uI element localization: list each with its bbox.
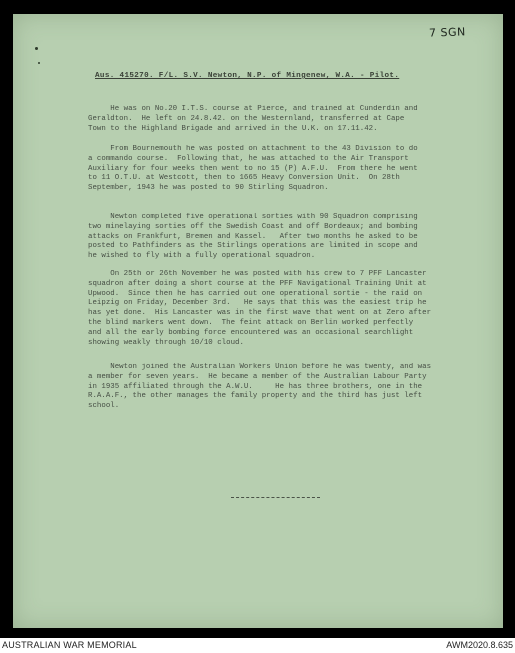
handwritten-note: 7 SGN bbox=[429, 25, 467, 40]
signature-rule bbox=[231, 497, 320, 498]
footer-bar bbox=[0, 638, 515, 653]
paragraph-pathfinders: On 25th or 26th November he was posted with his crew to 7 PFF Lancaster squadron after doing a short course at the PFF Navigational Training Unit at Upwood. Since then he has carried out one operational sortie - the raid on Leipzig on Friday, December 3rd. He says that this was the easiest trip he has yet done. His Lancaster was in the first wave that went on at Zero after the blind markers went down. The feint attack on Berlin worked perfectly and all the early bombing force encountered was an occasional searchlight showing weakly through 10/10 cloud. bbox=[88, 270, 432, 347]
punch-hole-mark bbox=[38, 62, 40, 64]
paragraph-postings: From Bournemouth he was posted on attachment to the 43 Division to do a commando course. Following that, he was attached to the Air Transport Auxiliary for four weeks then went to no 15 (P) A.F.U. From there he went to 11 O.T.U. at Westcott, then to 1665 Heavy Conversion Unit. On 28th September, 1943 he was posted to 90 Stirling Squadron. bbox=[88, 145, 418, 193]
paragraph-sorties: Newton completed five operational sorties with 90 Squadron comprising two minelaying sorties off the Swedish Coast and off Bordeaux; and bombing attacks on Frankfurt, Bremen and Kassel. After two months he asked to be posted to Pathfinders as the Stirlings operations are limited in scope and he wished to fly with a fully operational squadron. bbox=[88, 213, 418, 261]
document-title: Aus. 415270. F/L. S.V. Newton, N.P. of Mingenew, W.A. - Pilot. bbox=[95, 72, 400, 80]
footer-collection-name: AUSTRALIAN WAR MEMORIAL bbox=[2, 640, 137, 650]
paragraph-training: He was on No.20 I.T.S. course at Pierce, and trained at Cunderdin and Geraldton. He left on 24.8.42. on the Westernland, transferred at Cape Town to the Highland Brigade and arrived in the U.K. on 17.11.42. bbox=[88, 105, 418, 133]
punch-hole-mark bbox=[35, 47, 38, 50]
paragraph-union: Newton joined the Australian Workers Union before he was twenty, and was a member for seven years. He became a member of the Australian Labour Party in 1935 affiliated through the A.W.U. He has three brothers, one in the R.A.A.F., the other manages the family property and the third has just left school. bbox=[88, 363, 432, 411]
document-page bbox=[13, 14, 503, 628]
footer-accession-number: AWM2020.8.635 bbox=[446, 640, 513, 650]
